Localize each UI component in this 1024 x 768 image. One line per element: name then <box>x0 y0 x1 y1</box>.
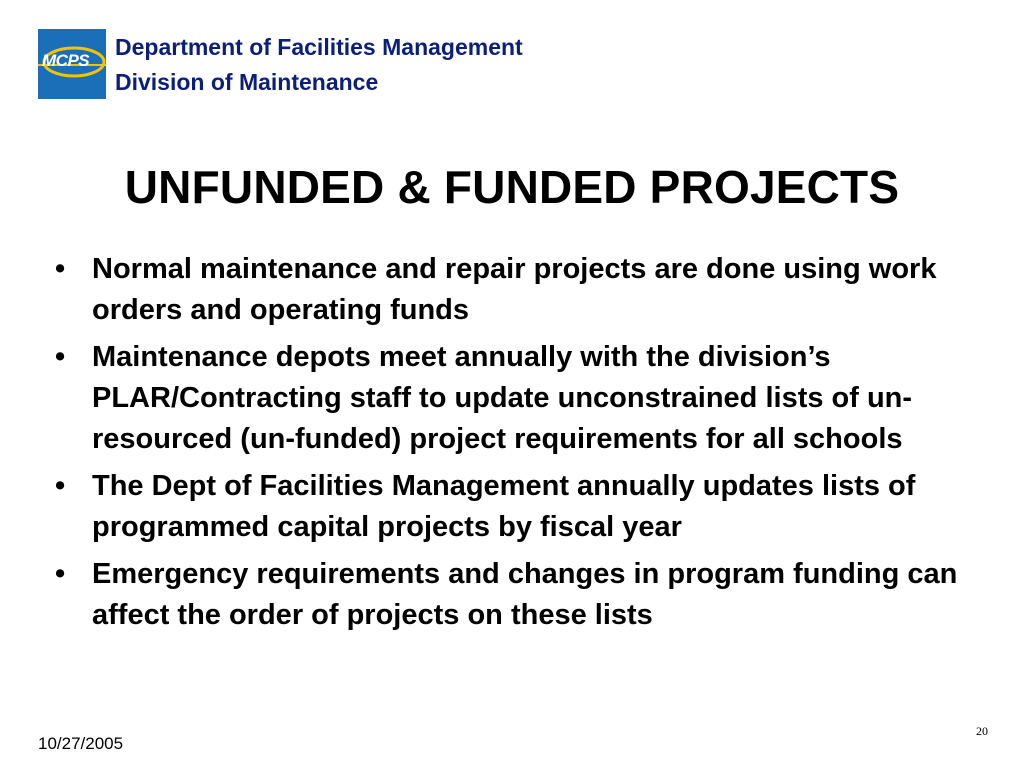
slide-title: UNFUNDED & FUNDED PROJECTS <box>124 161 900 213</box>
page-number: 20 <box>976 724 988 738</box>
bullet-item <box>55 337 975 460</box>
bullet-icon: • <box>55 558 66 590</box>
bullet-text: The Dept of Facilities Management annually updates lists of programmed capital projects by fiscal year <box>92 470 916 543</box>
bullet-icon: • <box>55 253 66 285</box>
bullet-icon: • <box>55 341 66 373</box>
department-name: Department of Facilities Management <box>115 34 523 60</box>
bullet-text: Emergency requirements and changes in program funding can affect the order of projects on these lists <box>92 558 958 631</box>
bullet-text: Maintenance depots meet annually with the division’s PLAR/Contracting staff to update unconstrained lists of un-resourced (un-funded) project requirements for all schools <box>92 341 913 455</box>
bullet-list <box>55 249 975 642</box>
footer-date: 10/27/2005 <box>38 734 124 753</box>
bullet-text: Normal maintenance and repair projects are done using work orders and operating funds <box>92 253 937 326</box>
bullet-icon: • <box>55 470 66 502</box>
mcps-logo <box>38 29 106 99</box>
logo-text: MCPS <box>42 51 90 70</box>
bullet-item <box>55 554 975 636</box>
bullet-item <box>55 249 975 331</box>
bullet-item <box>55 466 975 548</box>
division-name: Division of Maintenance <box>115 69 379 95</box>
